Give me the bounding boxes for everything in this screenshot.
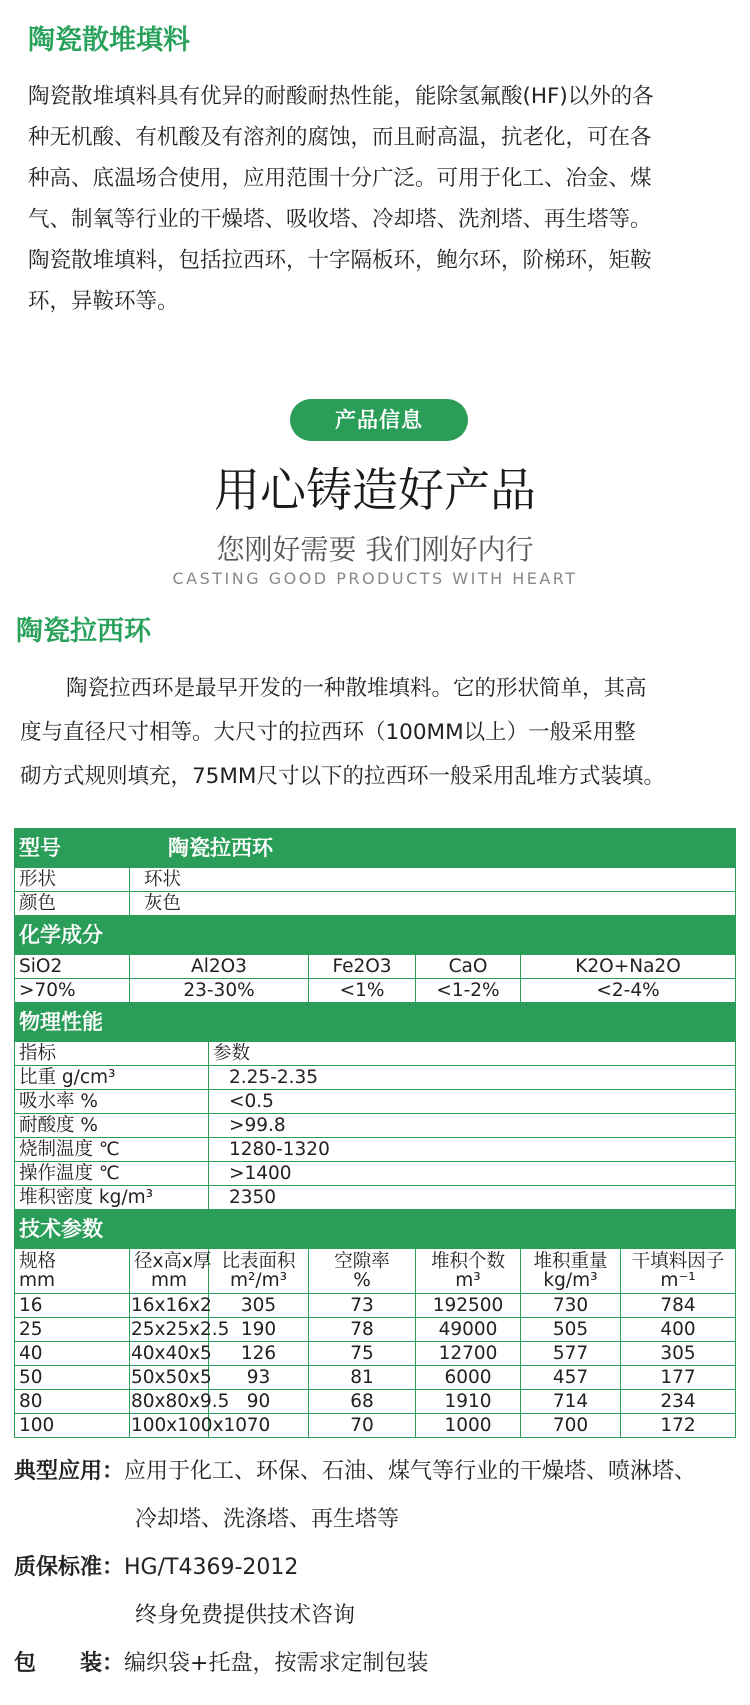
tech-header: [521, 1249, 621, 1294]
table-row: [15, 1003, 736, 1042]
table-row: [15, 1249, 736, 1294]
phys-key: 堆积密度 kg/m³: [15, 1186, 209, 1210]
product-info-pill: 产品信息: [290, 399, 468, 441]
chem-cell: CaO: [416, 955, 521, 979]
tech-cell: 6000: [416, 1366, 521, 1390]
application-block: [14, 1448, 744, 1688]
chem-cell: 23-30%: [130, 979, 309, 1003]
table-row: [15, 1366, 736, 1390]
tech-cell: 93: [209, 1366, 309, 1390]
tech-header-unit: %: [353, 1270, 371, 1291]
phys-value: 1280-1320: [209, 1138, 736, 1162]
phys-key: 耐酸度 %: [15, 1114, 209, 1138]
tech-cell: 784: [621, 1294, 736, 1318]
chem-band-blank: [130, 916, 736, 955]
chem-cell: >70%: [15, 979, 130, 1003]
basic-value: 灰色: [130, 892, 736, 916]
basic-key: 形状: [15, 868, 130, 892]
service-note: 终身免费提供技术咨询: [135, 1603, 356, 1628]
chem-cell: <2-4%: [521, 979, 736, 1003]
tech-header: [130, 1249, 212, 1294]
packaging-value: 编织袋+托盘，按需求定制包装: [124, 1651, 429, 1676]
paragraph-line: 种无机酸、有机酸及有溶剂的腐蚀，而且耐高温，抗老化，可在各: [28, 125, 652, 150]
phys-key: 比重 g/cm³: [15, 1066, 209, 1090]
table-row: [15, 1138, 736, 1162]
phys-value: >1400: [209, 1162, 736, 1186]
application-line-1: 应用于化工、环保、石油、煤气等行业的干燥塔、喷淋塔、: [124, 1459, 697, 1484]
tech-header-line: 空隙率: [334, 1251, 390, 1272]
tech-header: [309, 1249, 416, 1294]
tech-cell: 730: [521, 1294, 621, 1318]
paragraph-line: 陶瓷拉西环是最早开发的一种散堆填料。它的形状简单，其高: [66, 676, 647, 701]
packaging-label: 包 装：: [14, 1651, 125, 1676]
model-value: 陶瓷拉西环: [130, 829, 736, 868]
chem-cell: SiO2: [15, 955, 130, 979]
tech-cell: 234: [621, 1390, 736, 1414]
paragraph-line: 气、制氧等行业的干燥塔、吸收塔、冷却塔、洗剂塔、再生塔等。: [28, 207, 652, 232]
tech-cell: 305: [209, 1294, 309, 1318]
chem-label: 化学成分: [15, 916, 130, 955]
tech-cell: 190: [209, 1318, 309, 1342]
tech-cell: 12700: [416, 1342, 521, 1366]
tech-cell: 68: [309, 1390, 416, 1414]
application-line-2: 冷却塔、洗涤塔、再生塔等: [135, 1507, 400, 1532]
paragraph-line: 环，异鞍环等。: [28, 289, 179, 314]
phys-value: >99.8: [209, 1114, 736, 1138]
tech-cell: 16x16x2: [131, 1294, 212, 1316]
tech-header: [621, 1249, 736, 1294]
tech-cell: 25x25x2.5: [131, 1318, 230, 1340]
table-row: [15, 1210, 736, 1249]
section-title-raschig-ring: 陶瓷拉西环: [16, 616, 151, 647]
tech-cell: 16: [15, 1294, 130, 1318]
tech-cell: 305: [621, 1342, 736, 1366]
raschig-paragraph: [20, 667, 745, 799]
table-row: [15, 1042, 736, 1066]
phys-value: 2350: [209, 1186, 736, 1210]
tech-cell: 1000: [416, 1414, 521, 1438]
table-row: [15, 892, 736, 916]
tech-cell: 400: [621, 1318, 736, 1342]
tech-cell: 714: [521, 1390, 621, 1414]
table-row: [15, 1186, 736, 1210]
tech-cell: 192500: [416, 1294, 521, 1318]
tech-cell: 81: [309, 1366, 416, 1390]
tech-cell: 80: [15, 1390, 130, 1414]
section-title-ceramic-packing: 陶瓷散堆填料: [28, 25, 190, 56]
tech-header-line: 比表面积: [221, 1251, 296, 1272]
application-label: 典型应用：: [14, 1459, 125, 1484]
tech-cell: 50x50x5: [131, 1366, 212, 1388]
phys-header-key: 指标: [15, 1042, 209, 1066]
tech-cell: 126: [209, 1342, 309, 1366]
table-row: [15, 1090, 736, 1114]
paragraph-line: 陶瓷散堆填料，包括拉西环，十字隔板环，鲍尔环，阶梯环，矩鞍: [28, 248, 652, 273]
tech-cell: 700: [521, 1414, 621, 1438]
tech-header-unit: kg/m³: [543, 1270, 598, 1291]
tech-cell: 1910: [416, 1390, 521, 1414]
tech-cell: 40x40x5: [131, 1342, 212, 1364]
table-row: [15, 1318, 736, 1342]
tech-cell: 577: [521, 1342, 621, 1366]
paragraph-line: 种高、底温场合使用，应用范围十分广泛。可用于化工、冶金、煤: [28, 166, 652, 191]
table-row: [15, 955, 736, 979]
tech-header-unit: m²/m³: [229, 1270, 288, 1291]
chem-cell: <1-2%: [416, 979, 521, 1003]
standard-value: HG/T4369-2012: [124, 1555, 299, 1580]
tech-cell: 80x80x9.5: [131, 1390, 230, 1412]
phys-value: <0.5: [209, 1090, 736, 1114]
tech-cell: 75: [309, 1342, 416, 1366]
tech-cell: 100x100x10: [131, 1414, 248, 1436]
phys-key: 操作温度 ℃: [15, 1162, 209, 1186]
paragraph-line: 度与直径尺寸相等。大尺寸的拉西环（100MM以上）一般采用整: [20, 720, 636, 745]
table-row: [15, 1114, 736, 1138]
chem-cell: Al2O3: [130, 955, 309, 979]
chem-cell: K2O+Na2O: [521, 955, 736, 979]
basic-key: 颜色: [15, 892, 130, 916]
intro-paragraph: [28, 76, 738, 322]
tech-header-line: 径x高x厚: [134, 1251, 212, 1272]
tech-cell: 70: [309, 1414, 416, 1438]
paragraph-line: 砌方式规则填充，75MM尺寸以下的拉西环一般采用乱堆方式装填。: [20, 764, 665, 789]
tech-cell: 73: [309, 1294, 416, 1318]
spec-table: [14, 828, 736, 1438]
chem-cell: Fe2O3: [309, 955, 416, 979]
standard-label: 质保标准：: [14, 1555, 125, 1580]
tech-header-line: 干填料因子: [631, 1251, 725, 1272]
tech-header-unit: m⁻¹: [660, 1270, 696, 1291]
tech-cell: 100: [15, 1414, 130, 1438]
tech-cell: 90: [209, 1390, 309, 1414]
phys-key: 吸水率 %: [15, 1090, 209, 1114]
table-row: [15, 829, 736, 868]
tech-cell: 70: [209, 1414, 309, 1438]
table-row: [15, 1162, 736, 1186]
tech-label: 技术参数: [15, 1210, 736, 1249]
slogan-main: 用心铸造好产品: [214, 463, 536, 517]
table-row: [15, 1342, 736, 1366]
table-row: [15, 916, 736, 955]
table-row: [15, 1294, 736, 1318]
tech-cell: 177: [621, 1366, 736, 1390]
tech-header-line: 堆积重量: [533, 1251, 608, 1272]
tech-cell: 172: [621, 1414, 736, 1438]
phys-label: 物理性能: [15, 1003, 736, 1042]
tech-header: [209, 1249, 309, 1294]
phys-header-value: 参数: [209, 1042, 736, 1066]
paragraph-line: 陶瓷散堆填料具有优异的耐酸耐热性能，能除氢氟酸(HF)以外的各: [28, 84, 654, 109]
tech-cell: 505: [521, 1318, 621, 1342]
phys-key: 烧制温度 ℃: [15, 1138, 209, 1162]
tech-cell: 40: [15, 1342, 130, 1366]
slogan-sub: 您刚好需要 我们刚好内行: [216, 533, 534, 566]
tech-cell: 25: [15, 1318, 130, 1342]
tech-header-line: 堆积个数: [430, 1251, 505, 1272]
tech-cell: 457: [521, 1366, 621, 1390]
tech-header-unit: mm: [150, 1270, 188, 1291]
basic-value: 环状: [130, 868, 736, 892]
table-row: [15, 868, 736, 892]
chem-cell: <1%: [309, 979, 416, 1003]
tech-header: [15, 1249, 130, 1294]
tech-cell: 49000: [416, 1318, 521, 1342]
table-row: [15, 1414, 736, 1438]
model-label: 型号: [15, 829, 130, 868]
tech-header-line: 规格: [19, 1251, 57, 1272]
tech-header-unit: m³: [455, 1270, 481, 1291]
slogan-english: CASTING GOOD PRODUCTS WITH HEART: [172, 569, 578, 588]
table-row: [15, 1066, 736, 1090]
table-row: [15, 1390, 736, 1414]
phys-value: 2.25-2.35: [209, 1066, 736, 1090]
tech-cell: 50: [15, 1366, 130, 1390]
tech-cell: 78: [309, 1318, 416, 1342]
tech-header: [416, 1249, 521, 1294]
table-row: [15, 979, 736, 1003]
tech-header-unit: mm: [19, 1270, 56, 1291]
